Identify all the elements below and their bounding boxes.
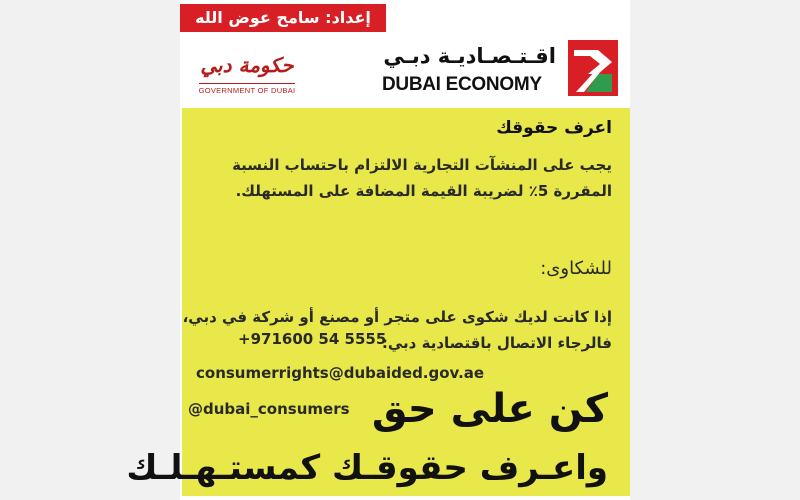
notice-box	[126, 108, 630, 496]
dubai-economy-emblem-icon	[568, 40, 618, 96]
government-logo-arabic: حكومة دبي	[200, 53, 294, 77]
dubai-economy-english: DUBAI ECONOMY	[382, 74, 542, 95]
complaints-text: إذا كانت لديك شكوى على متجر أو مصنع أو شركة في دبي، فالرجاء الاتصال باقتصادية دبي:	[182, 308, 612, 352]
phone-number[interactable]: +971600 54 5555	[238, 330, 387, 348]
government-logo-english: GOVERNMENT OF DUBAI	[199, 83, 296, 95]
slogan-line-1: كن على حق	[371, 386, 608, 432]
dubai-economy-arabic: اقـتـصـاديـة دبـي	[383, 44, 556, 68]
vat-notice-text: يجب على المنشآت التجارية الالتزام باحتساب النسبة المقررة 5٪ لضريبة القيمة المضافة على المستهلك.	[232, 156, 612, 200]
dubai-economy-logo	[378, 40, 618, 102]
social-handle[interactable]: @dubai_consumers	[188, 400, 350, 418]
author-credit: إعداد: سامح عوض الله	[180, 4, 386, 32]
notice-heading: اعرف حقوقك	[496, 118, 612, 138]
government-of-dubai-logo	[192, 52, 302, 104]
slogan-line-2: واعـرف حقوقـك كمستـهـلـك	[126, 448, 608, 488]
complaints-label: للشكاوى:	[540, 258, 612, 279]
email-address[interactable]: consumerrights@dubaided.gov.ae	[196, 364, 485, 382]
